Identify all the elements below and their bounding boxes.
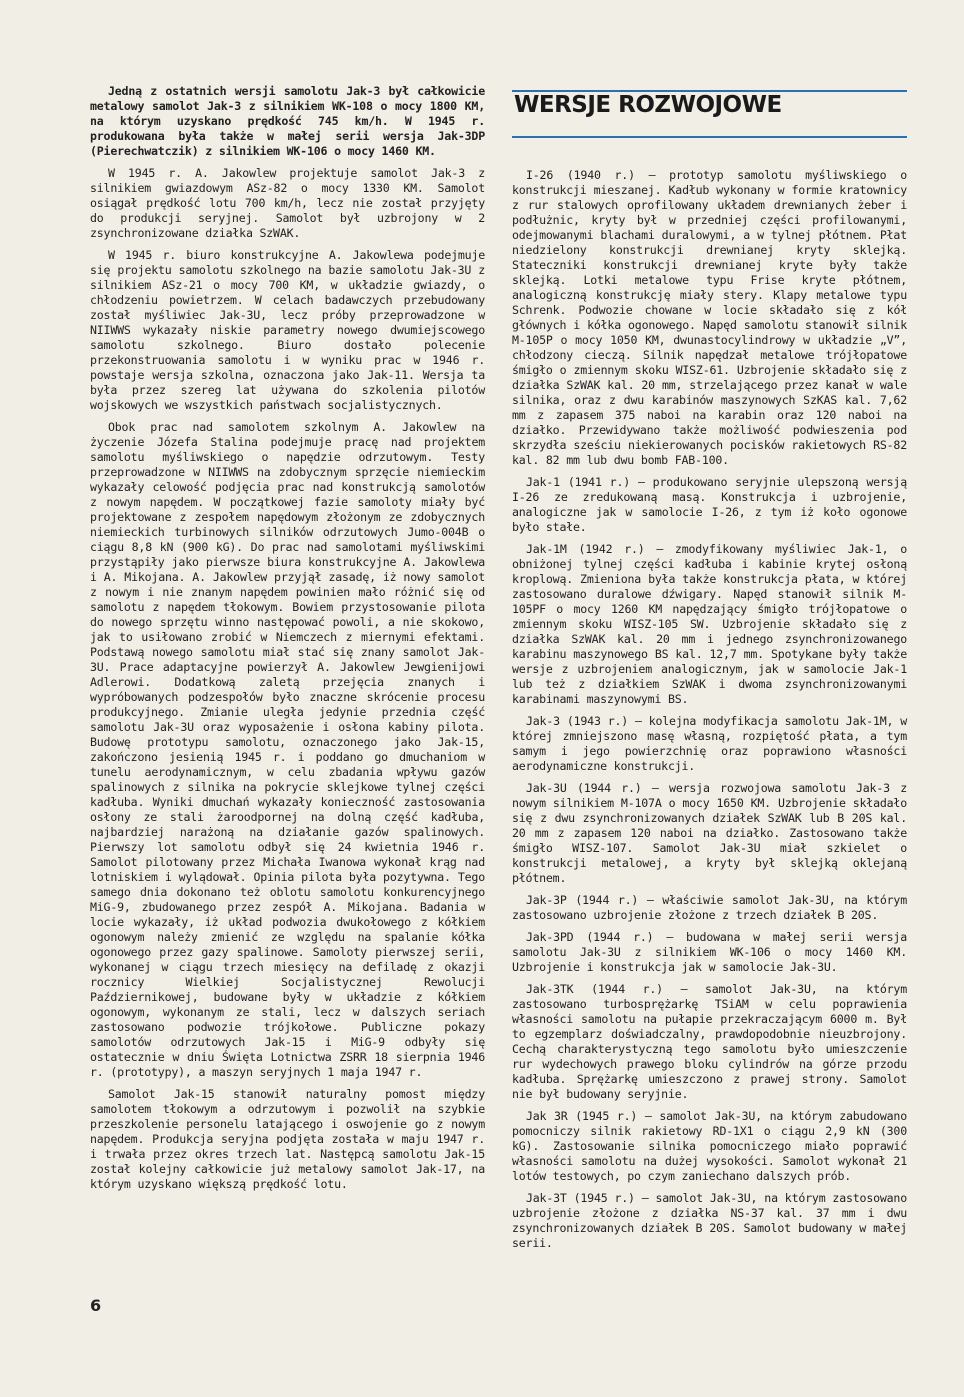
header-rule-bottom — [512, 136, 907, 138]
version-entry: Jak-1M (1942 r.) — zmodyfikowany myśliwiec Jak-1, o obniżonej tylnej części kadłuba i kabinie krytej osłoną kroplową. Zmieniona była także konstrukcja płata, w której zastosowano duralowe dźwigary. Napęd stanowił silnik M-105PF o mocy 1260 KM napędzający śmigło trójłopatowe o zmiennym skoku WISZ-105 SW. Uzbrojenie składało się z działka SzWAK kal. 20 mm i jednego zsynchronizowanego karabinu maszynowego BS kal. 12,7 mm. Spotykane były także wersje z uzbrojeniem analogicznym, jak w samolocie Jak-1 lub też z działkiem SzWAK i dwoma zsynchronizowanymi karabinami maszynowymi BS. — [512, 542, 907, 706]
body-paragraph: W 1945 r. A. Jakowlew projektuje samolot Jak-3 z silnikiem gwiazdowym ASz-82 o mocy 1330 KM. Samolot osiągał prędkość lotu 700 km/h, lecz nie został przyjęty do produkcji seryjnej. Samolot był uzbrojony w 2 zsynchronizowane działka SzWAK. — [90, 166, 485, 240]
section-title: WERSJE ROZWOJOWE — [514, 92, 782, 118]
version-entry: Jak-3TK (1944 r.) — samolot Jak-3U, na którym zastosowano turbosprężarkę TSiAM w celu poprawienia własności samolotu na pułapie przekraczającym 6000 m. Był to egzemplarz doświadczalny, prawdopodobnie nieuzbrojony. Cechą charakterystyczną tego samolotu było umieszczenie rur wydechowych prawego bloku cylindrów na górze przodu kadłuba. Sprężarkę umieszczono z prawej strony. Samolot nie był budowany seryjnie. — [512, 982, 907, 1101]
left-column — [90, 84, 485, 1199]
page-number: 6 — [90, 1296, 102, 1315]
version-entry: Jak-3 (1943 r.) — kolejna modyfikacja samolotu Jak-1M, w której zmniejszono masę własną, rozpiętość płata, a tym samym i jego powierzchnię oraz poprawiono własności aerodynamiczne konstrukcji. — [512, 714, 907, 773]
version-entry: I-26 (1940 r.) — prototyp samolotu myśliwskiego o konstrukcji mieszanej. Kadłub wykonany w formie kratownicy z rur stalowych oprofilowany układem drewnianych żeber i podłużnic, kryty był w przedniej części profilowanymi, odejmowanymi blachami duralowymi, a w tylnej płótnem. Płat niedzielony konstrukcji drewnianej kryty sklejką. Stateczniki konstrukcji drewnianej kryte były także sklejką. Lotki metalowe typu Frise kryte płótnem, analogiczną konstrukcję miały stery. Klapy metalowe typu Schrenk. Podwozie chowane w locie składało się z kół głównych i kółka ogonowego. Napęd samolotu stanowił silnik M-105P o mocy 1050 KM, dwunastocylindrowy w układzie „V”, chłodzony cieczą. Silnik napędzał metalowe trójłopatowe śmigło o zmiennym skoku WISZ-61. Uzbrojenie składało się z działka SzWAK kal. 20 mm, strzelającego przez kanał w wale silnika, oraz z dwu karabinów maszynowych SzKAS kal. 7,62 mm z zapasem 375 naboi na karabin oraz 120 naboi na działko. Przewidywano także możliwość podwieszenia pod skrzydła sześciu niekierowanych pocisków rakietowych RS-82 kal. 82 mm lub dwu bomb FAB-100. — [512, 168, 907, 467]
version-entry: Jak-3P (1944 r.) — właściwie samolot Jak-3U, na którym zastosowano uzbrojenie złożone z trzech działek B 20S. — [512, 893, 907, 922]
version-entry: Jak-3PD (1944 r.) — budowana w małej serii wersja samolotu Jak-3U z silnikiem WK-106 o mocy 1460 KM. Uzbrojenie i konstrukcja jak w samolocie Jak-3U. — [512, 930, 907, 974]
body-paragraph: Samolot Jak-15 stanowił naturalny pomost między samolotem tłokowym a odrzutowym i pozwolił na szybkie przeszkolenie personelu latającego i oswojenie go z nowym napędem. Produkcja seryjna podjęta została w maju 1947 r. i trwała przez okres trzech lat. Następcą samolotu Jak-15 został kolejny całkowicie już metalowy samolot Jak-17, na którym uzyskano większą prędkość lotu. — [90, 1087, 485, 1191]
version-entry: Jak-3U (1944 r.) — wersja rozwojowa samolotu Jak-3 z nowym silnikiem M-107A o mocy 1650 KM. Uzbrojenie składało się z dwu zsynchronizowanych działek SzWAK lub B 20S kal. 20 mm z zapasem 120 naboi na działko. Zastosowano także śmigło WISZ-107. Samolot Jak-3U miał szkielet o konstrukcji metalowej, a kryty był sklejką oklejaną płótnem. — [512, 781, 907, 885]
body-paragraph: W 1945 r. biuro konstrukcyjne A. Jakowlewa podejmuje się projektu samolotu szkolnego na bazie samolotu Jak-3U z silnikiem ASz-21 o mocy 700 KM, w układzie gwiazdy, o chłodzeniu powietrzem. W celach badawczych przebudowany został myśliwiec Jak-3U, lecz próby przeprowadzone w NIIWWS wykazały niskie parametry nowego dwumiejscowego samolotu szkolnego. Biuro dostało polecenie przekonstruowania samolotu i w wyniku prac w 1946 r. powstaje wersja szkolna, oznaczona jako Jak-11. Wersja ta była przez szereg lat używana do szkolenia pilotów wojskowych we wszystkich państwach socjalistycznych. — [90, 248, 485, 412]
version-entry: Jak 3R (1945 r.) — samolot Jak-3U, na którym zabudowano pomocniczy silnik rakietowy RD-1X1 o ciągu 2,9 kN (300 kG). Zastosowanie silnika pomocniczego miało poprawić własności samolotu na dużej wysokości. Samolot wykonał 21 lotów testowych, po czym zaniechano dalszych prób. — [512, 1109, 907, 1183]
section-header — [512, 84, 907, 158]
version-entry: Jak-3T (1945 r.) — samolot Jak-3U, na którym zastosowano uzbrojenie złożone z działka NS-37 kal. 37 mm i dwu zsynchronizowanych działek B 20S. Samolot budowany w małej serii. — [512, 1191, 907, 1250]
intro-paragraph: Jedną z ostatnich wersji samolotu Jak-3 był całkowicie metalowy samolot Jak-3 z silnikiem WK-108 o mocy 1800 KM, na którym uzyskano prędkość 745 km/h. W 1945 r. produkowana była także w małej serii wersja Jak-3DP (Pierechwatczik) z silnikiem WK-106 o mocy 1460 KM. — [90, 84, 485, 158]
version-entry: Jak-1 (1941 r.) — produkowano seryjnie ulepszoną wersją I-26 ze zredukowaną masą. Konstrukcja i uzbrojenie, analogiczne jak w samolocie I-26, z tym iż koło ogonowe było stałe. — [512, 475, 907, 534]
body-paragraph: Obok prac nad samolotem szkolnym A. Jakowlew na życzenie Józefa Stalina podejmuje pracę nad projektem samolotu myśliwskiego o napędzie odrzutowym. Testy przeprowadzone w NIIWWS na zdobycznym sprzęcie niemieckim wykazały celowość podjęcia prac nad konstrukcją samolotów z nowym napędem. W początkowej fazie samoloty miały być projektowane z zespołem napędowym złożonym ze zdobycznych niemieckich turbinowych silników odrzutowych Jumo-004B o ciągu 8,8 kN (900 kG). Do prac nad samolotami myśliwskimi przystąpiły jako pierwsze biura konstrukcyjne A. Jakowlewa i A. Mikojana. A. Jakowlew przyjął zasadę, iż nowy samolot z nowym i nie znanym napędem powinien mało różnić się od samolotu z napędem tłokowym. Bowiem przystosowanie pilota do nowego sprzętu winno następować powoli, a nie skokowo, jak to usiłowano zrobić w Niemczech z miernymi efektami. Podstawą nowego samolotu miał stać się znany samolot Jak-3U. Prace adaptacyjne powierzył A. Jakowlew Jewgienijowi Adlerowi. Dodatkową zaletą przejęcia znanych i wypróbowanych podzespołów było znaczne skrócenie procesu produkcyjnego. Zmianie uległa jedynie przednia część samolotu Jak-3U oraz wyposażenie i osłona kabiny pilota. Budowę prototypu samolotu, oznaczonego jako Jak-15, zakończono jesienią 1945 r. i poddano go dmuchaniom w tunelu aerodynamicznym, w celu zbadania wpływu gazów spalinowych z silnika na pokrycie sklejkowe tylnej części kadłuba. Wyniki dmuchań wykazały konieczność zastosowania osłony ze stali żaroodpornej na dolną część kadłuba, najbardziej narażoną na działanie gazów spalinowych. Pierwszy lot samolotu odbył się 24 kwietnia 1946 r. Samolot pilotowany przez Michała Iwanowa wykonał krąg nad lotniskiem i wylądował. Opinia pilota była pozytywna. Tego samego dnia dokonano też oblotu samolotu konkurencyjnego MiG-9, zbudowanego przez zespół A. Mikojana. Badania w locie wykazały, iż układ podwozia dwukołowego z kółkiem ogonowym należy zmienić ze względu na spalanie kółka ogonowego przez gazy spalinowe. Samoloty pierwszej serii, wykonanej w ciągu trzech miesięcy na defiladę z okazji rocznicy Wielkiej Socjalistycznej Rewolucji Październikowej, budowane były w układzie z kółkiem ogonowym, wykonanym ze stali, lecz w dalszych seriach zastosowano podwozie trójkołowe. Publiczne pokazy samolotów odrzutowych Jak-15 i MiG-9 odbyły się ostatecznie w dniu Święta Lotnictwa ZSRR 18 sierpnia 1946 r. (prototypy), a maszyn seryjnych 1 maja 1947 r. — [90, 420, 485, 1079]
right-column — [512, 84, 907, 1258]
